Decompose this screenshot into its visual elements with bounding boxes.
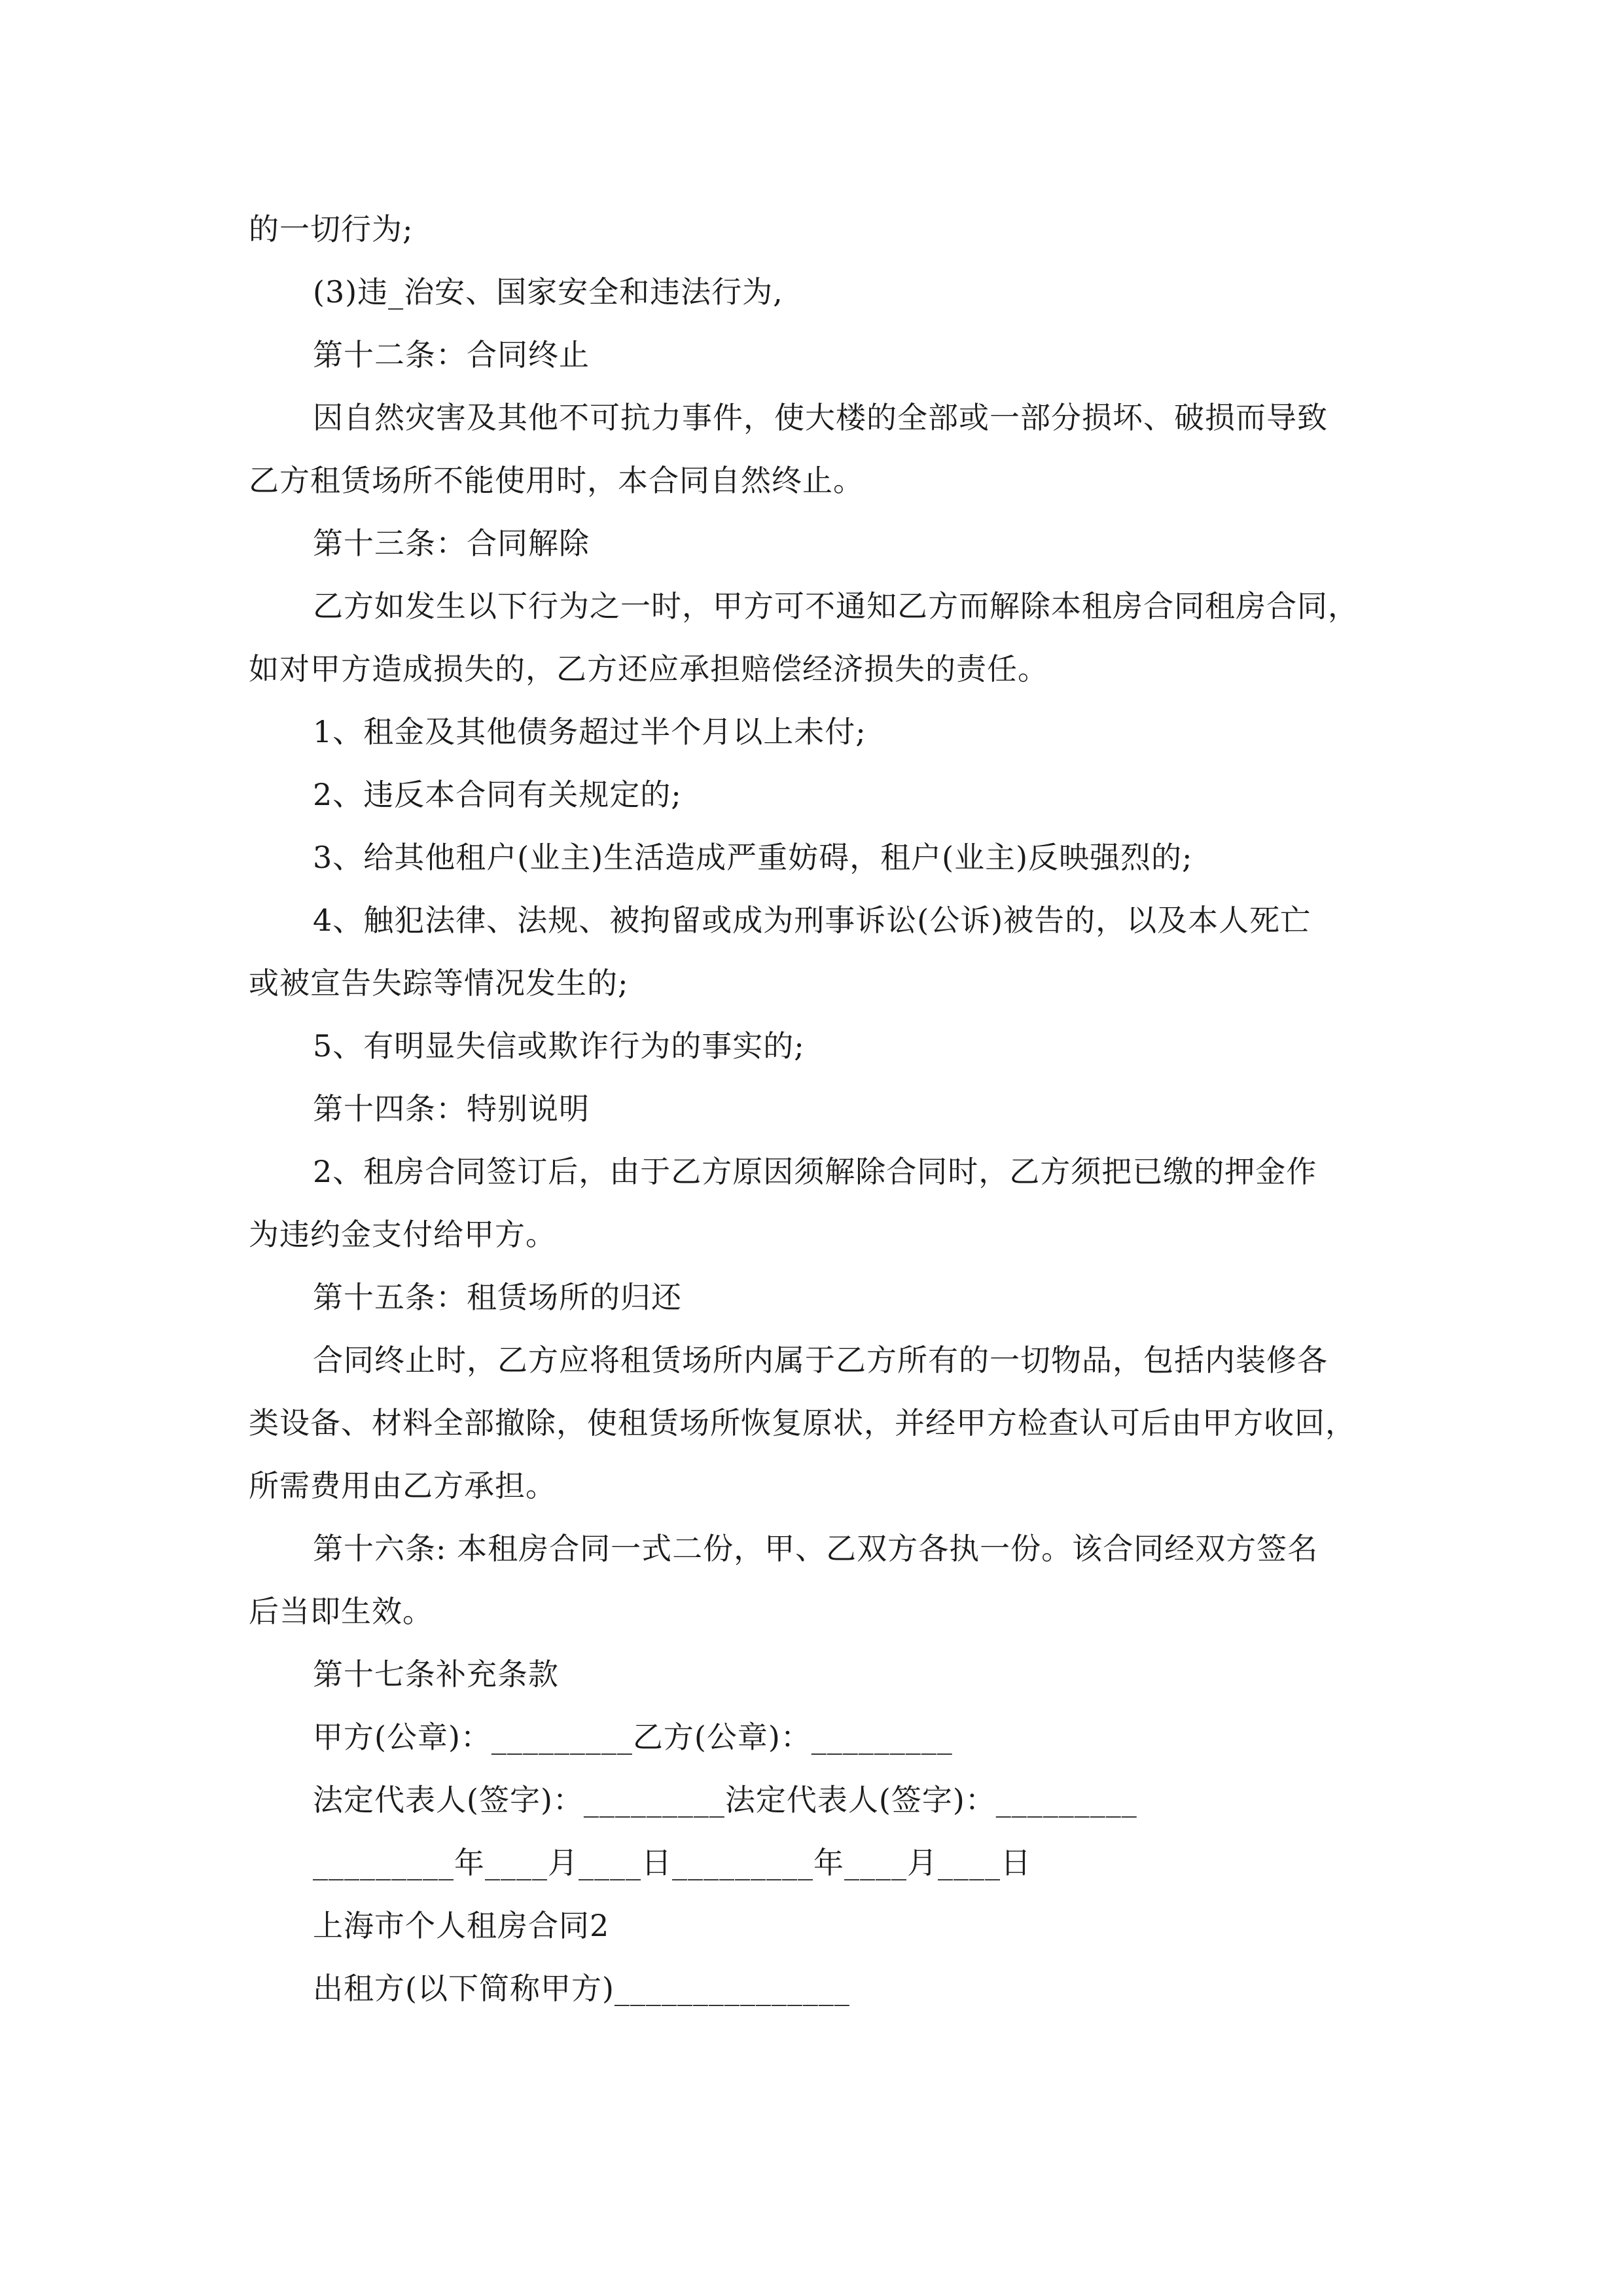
text-line: 乙方租赁场所不能使用时，本合同自然终止。 xyxy=(249,463,864,498)
text-line: 后当即生效。 xyxy=(249,1594,433,1629)
section-heading: 第十五条：租赁场所的归还 xyxy=(313,1280,682,1315)
list-item: 4、触犯法律、法规、被拘留或成为刑事诉讼(公诉)被告的，以及本人死亡 xyxy=(313,903,1311,938)
text-line: 为违约金支付给甲方。 xyxy=(249,1217,556,1252)
document-title: 上海市个人租房合同2 xyxy=(313,1908,610,1943)
text-line: 的一切行为; xyxy=(249,211,414,247)
section-heading: 第十二条：合同终止 xyxy=(313,337,590,372)
list-item: 1、租金及其他债务超过半个月以上未付; xyxy=(313,714,866,749)
text-line: 类设备、材料全部撤除，使租赁场所恢复原状，并经甲方检查认可后由甲方收回， xyxy=(249,1405,1356,1441)
signature-line: 法定代表人(签字)：_________法定代表人(签字)：_________ xyxy=(313,1782,1137,1818)
section-heading: 第十七条补充条款 xyxy=(313,1657,559,1692)
list-item: 2、违反本合同有关规定的; xyxy=(313,777,682,812)
list-item: 5、有明显失信或欺诈行为的事实的; xyxy=(313,1028,805,1064)
list-item: 3、给其他租户(业主)生活造成严重妨碍，租户(业主)反映强烈的; xyxy=(313,840,1193,875)
text-line: 合同终止时，乙方应将租赁场所内属于乙方所有的一切物品，包括内装修各 xyxy=(313,1342,1328,1378)
section-heading: 第十四条：特别说明 xyxy=(313,1091,590,1126)
date-line: _________年____月____日_________年____月____日 xyxy=(313,1845,1031,1880)
text-line: 因自然灾害及其他不可抗力事件，使大楼的全部或一部分损坏、破损而导致 xyxy=(313,400,1328,435)
list-item: 2、租房合同签订后，由于乙方原因须解除合同时，乙方须把已缴的押金作 xyxy=(313,1154,1317,1189)
section-heading: 第十三条：合同解除 xyxy=(313,526,590,561)
text-line: 第十六条: 本租房合同一式二份，甲、乙双方各执一份。该合同经双方签名 xyxy=(313,1531,1319,1566)
text-line: 乙方如发生以下行为之一时，甲方可不通知乙方而解除本租房合同租房合同， xyxy=(313,588,1359,624)
text-line: 出租方(以下简称甲方)_______________ xyxy=(313,1971,850,2006)
text-line: 所需费用由乙方承担。 xyxy=(249,1468,556,1503)
text-line: (3)违_治安、国家安全和违法行为, xyxy=(313,274,783,310)
text-line: 或被宣告失踪等情况发生的; xyxy=(249,965,629,1001)
text-line: 如对甲方造成损失的，乙方还应承担赔偿经济损失的责任。 xyxy=(249,651,1048,687)
signature-line: 甲方(公章)：_________乙方(公章)：_________ xyxy=(313,1719,953,1755)
